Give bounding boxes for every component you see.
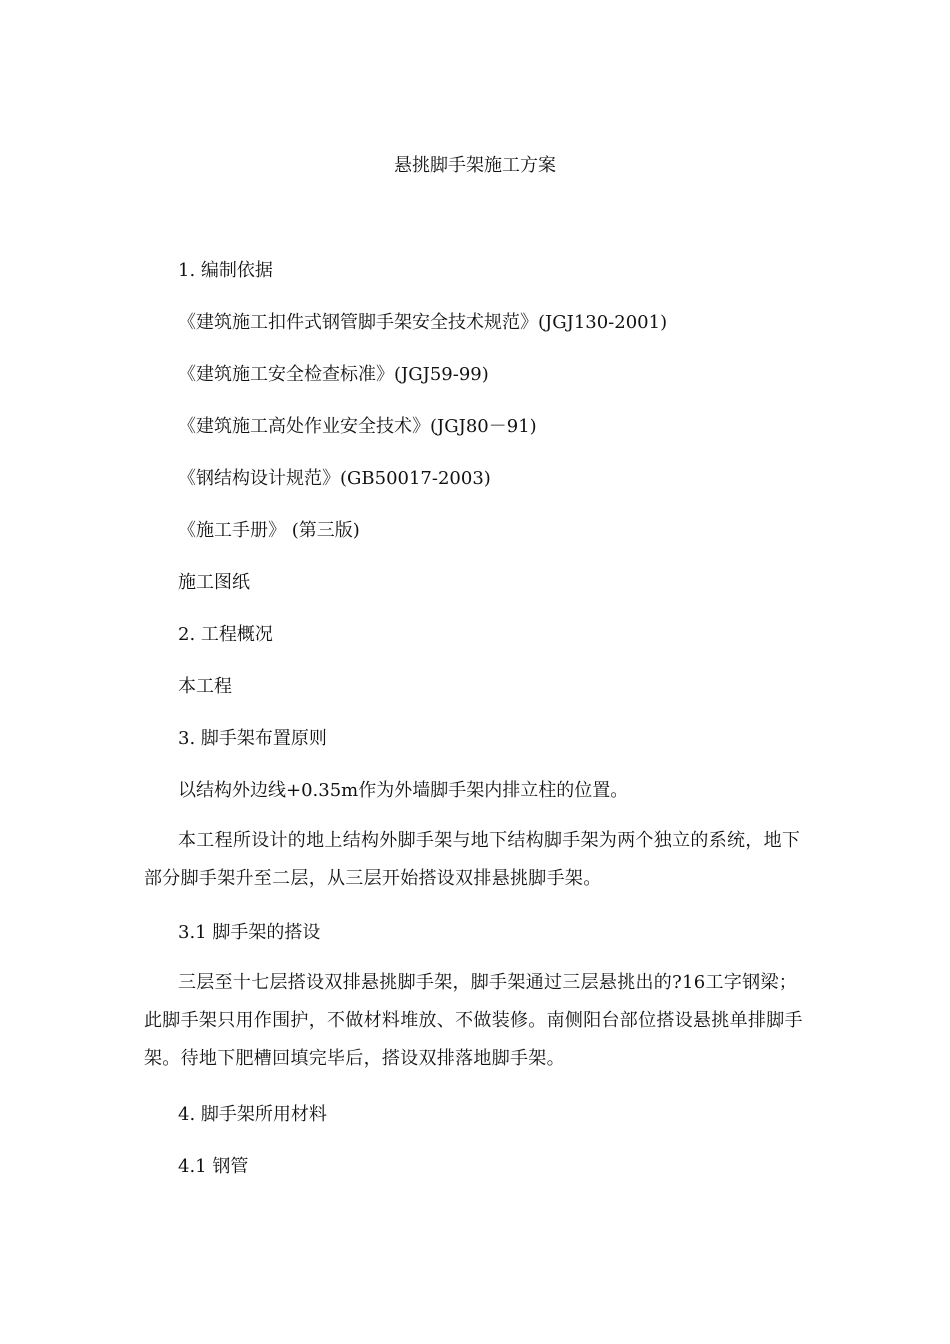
reference-drawings: 施工图纸 [178, 572, 250, 593]
reference-jgj80: 《建筑施工高处作业安全技术》(JGJ80－91) [178, 416, 537, 437]
reference-jgj59: 《建筑施工安全检查标准》(JGJ59-99) [178, 364, 489, 385]
section-2-text: 本工程 [178, 676, 232, 697]
section-4-heading: 4. 脚手架所用材料 [178, 1104, 327, 1125]
section-2-heading: 2. 工程概况 [178, 624, 273, 645]
section-1-heading: 1. 编制依据 [178, 260, 273, 281]
section-4-1-heading: 4.1 钢管 [178, 1156, 249, 1177]
section-3-paragraph-2: 本工程所设计的地上结构外脚手架与地下结构脚手架为两个独立的系统，地下部分脚手架升至二层，从三层开始搭设双排悬挑脚手架。 [144, 830, 801, 889]
section-3-heading: 3. 脚手架布置原则 [178, 728, 327, 749]
section-3-paragraph-1: 以结构外边线+0.35m作为外墙脚手架内排立柱的位置。 [178, 780, 629, 801]
reference-handbook: 《施工手册》 (第三版) [178, 520, 360, 541]
document-title: 悬挑脚手架施工方案 [394, 155, 556, 176]
reference-gb50017: 《钢结构设计规范》(GB50017-2003) [178, 468, 491, 489]
section-3-1-heading: 3.1 脚手架的搭设 [178, 922, 321, 943]
section-3-1-paragraph: 三层至十七层搭设双排悬挑脚手架，脚手架通过三层悬挑出的?16工字钢梁；此脚手架只用作围护，不做材料堆放、不做装修。南侧阳台部位搭设悬挑单排脚手架。待地下肥槽回填完毕后，搭设双排落地脚手架。 [144, 972, 803, 1069]
reference-jgj130: 《建筑施工扣件式钢管脚手架安全技术规范》(JGJ130-2001) [178, 312, 668, 333]
